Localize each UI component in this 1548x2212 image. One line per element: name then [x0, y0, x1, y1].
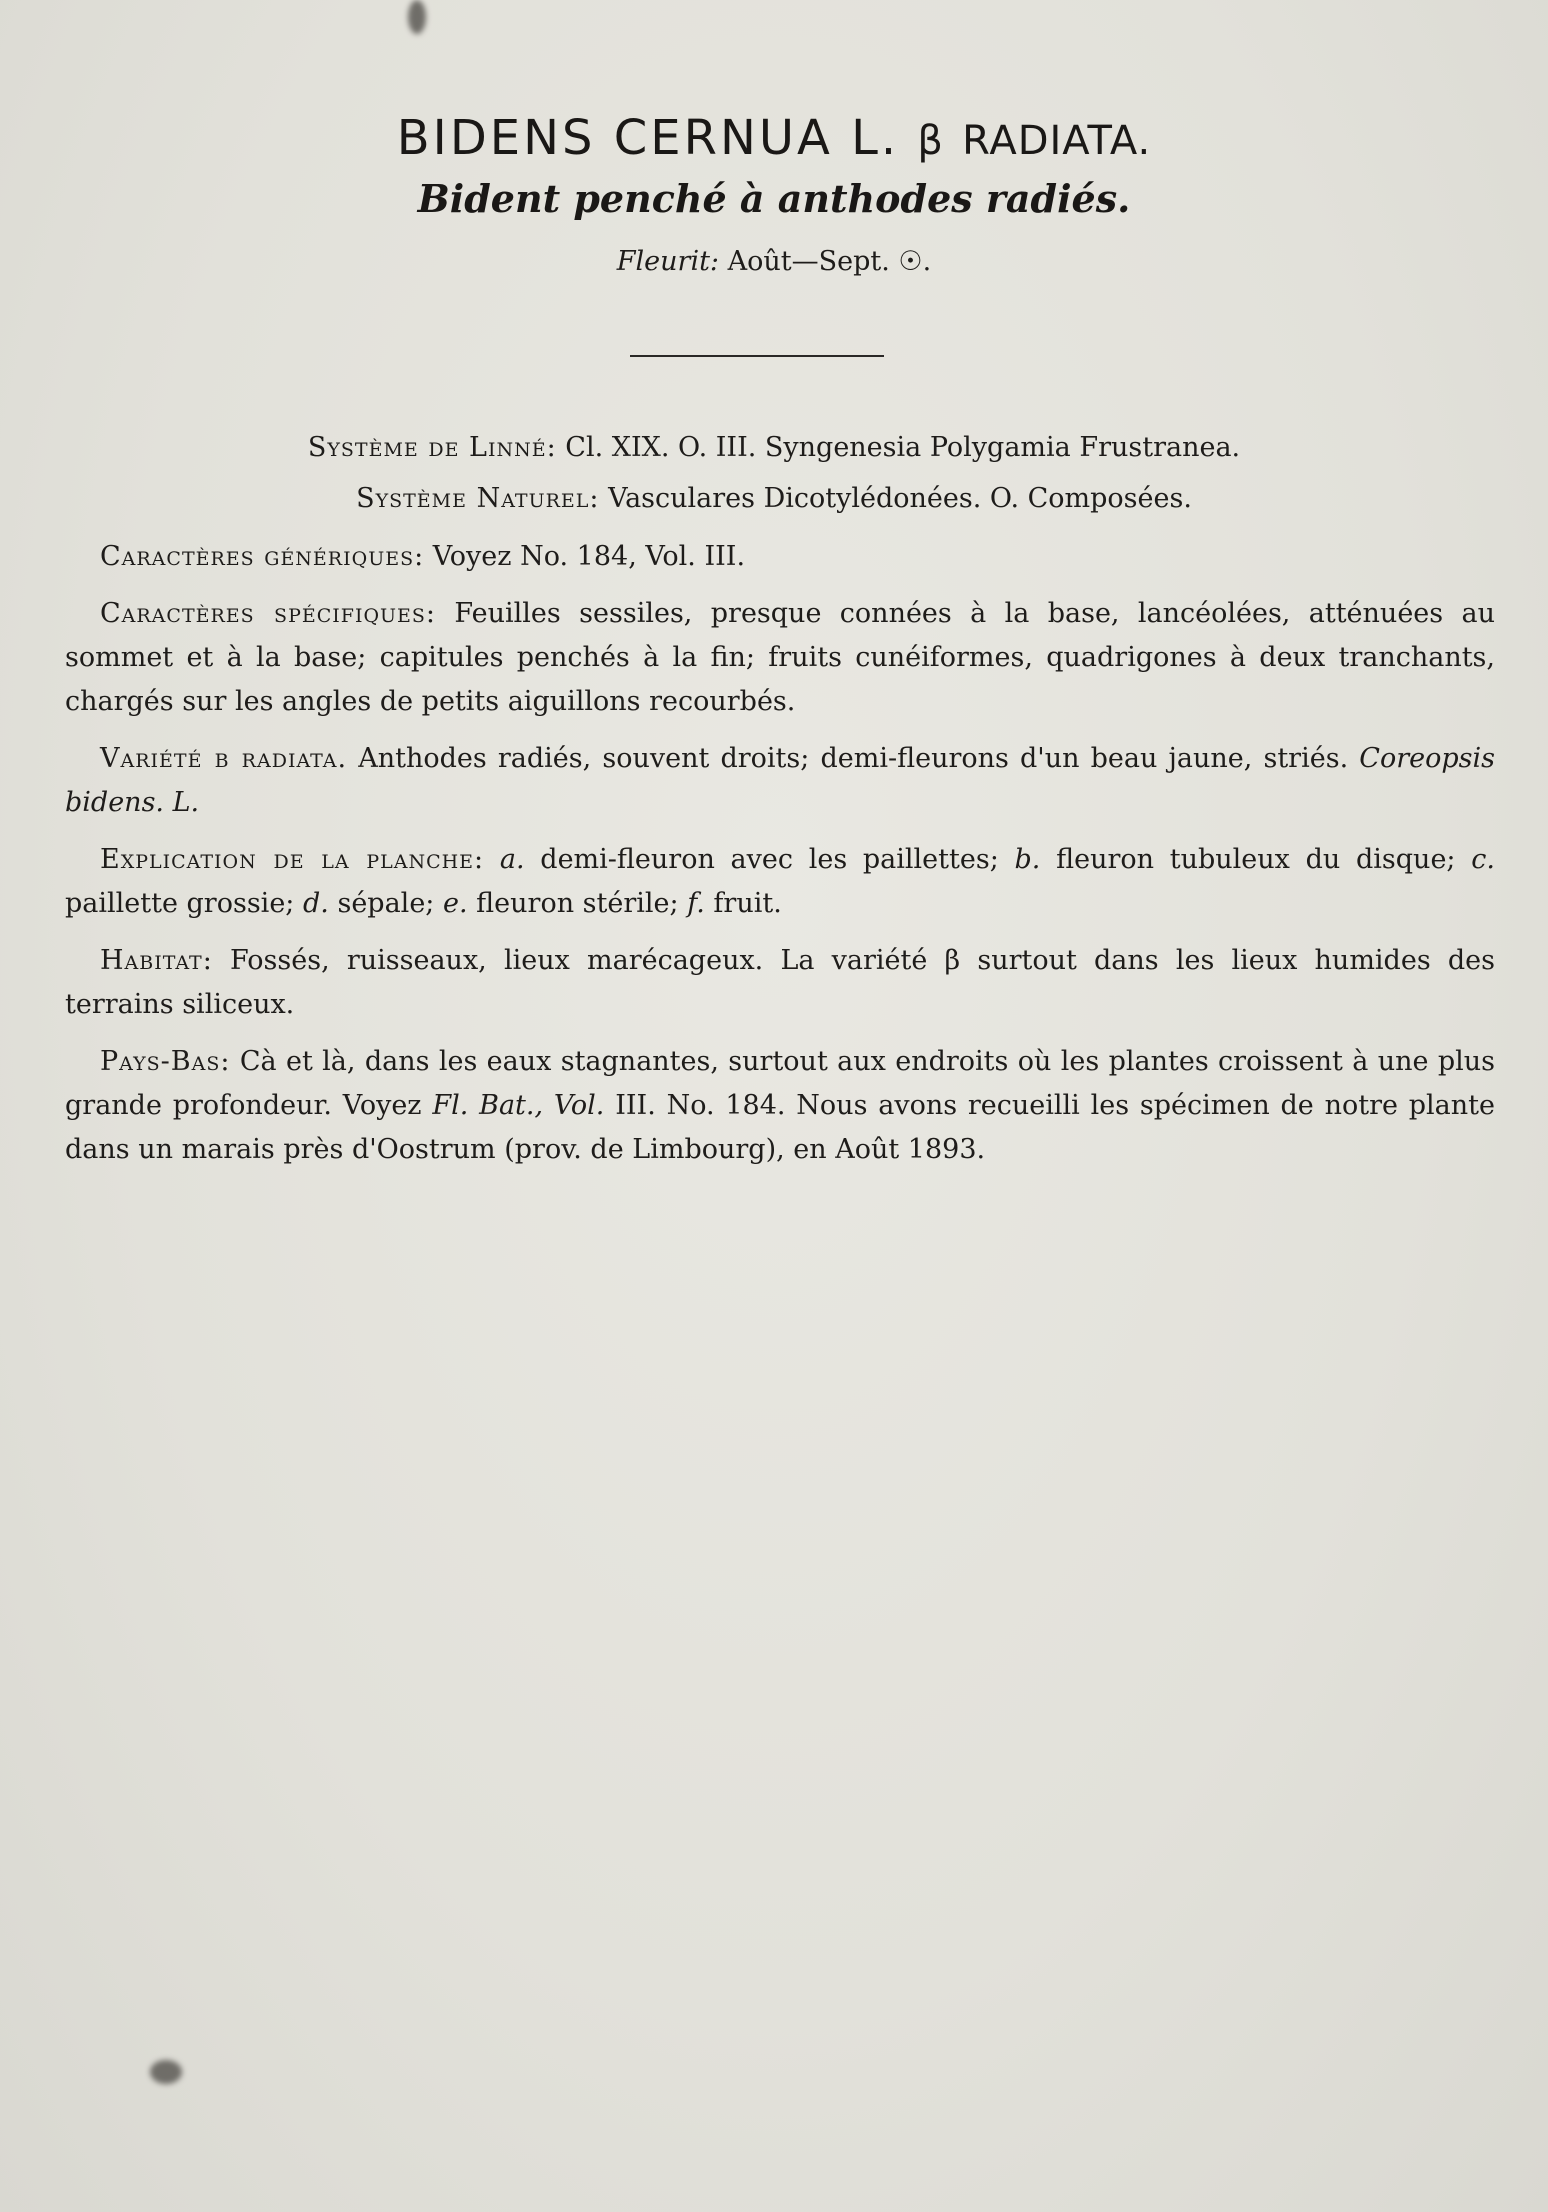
expl-f-text: fruit.: [713, 888, 782, 919]
specifiques-label: Caractères spécifiques:: [100, 598, 437, 629]
title-greek: β: [917, 118, 944, 164]
paysbas-label: Pays-Bas:: [100, 1046, 231, 1077]
ink-spot-bottom: [150, 2060, 182, 2084]
generiques-label: Caractères génériques:: [100, 541, 425, 572]
habitat-label: Habitat:: [100, 945, 213, 976]
expl-d-text: sépale;: [337, 888, 435, 919]
expl-f-letter: f.: [687, 888, 705, 919]
page-title: [0, 110, 1548, 166]
expl-c-text: paillette grossie;: [65, 888, 295, 919]
paragraph-generiques: [65, 535, 1495, 579]
paysbas-ref-1: Fl. Bat.,: [432, 1090, 544, 1121]
explication-label: Explication de la planche:: [100, 844, 485, 875]
page-subtitle: Bident penché à anthodes radiés.: [417, 176, 1131, 221]
naturel-value: Vasculares Dicotylédonées. O. Composées.: [608, 483, 1192, 514]
expl-a-text: demi-fleuron avec les paillettes;: [540, 844, 999, 875]
habitat-text: Fossés, ruisseaux, lieux marécageux. La variété β surtout dans les lieux humides des terrains siliceux.: [65, 945, 1495, 1020]
expl-d-letter: d.: [303, 888, 329, 919]
expl-c-letter: c.: [1471, 844, 1495, 875]
flowering-line: [0, 246, 1548, 277]
expl-b-letter: b.: [1014, 844, 1041, 875]
flowering-label: Fleurit:: [616, 246, 720, 277]
paysbas-ref-2: Vol.: [553, 1090, 605, 1121]
naturel-system-line: [0, 483, 1548, 514]
variete-text: Anthodes radiés, souvent droits; demi-fleurons d'un beau jaune, striés.: [358, 743, 1349, 774]
paysbas-text-2: III. No. 184. Nous avons recueilli les spécimen de notre plante dans un marais près d'Oostrum (prov. de Limbourg), en Août 1893.: [65, 1090, 1495, 1165]
linne-system-line: [0, 432, 1548, 463]
specifiques-text: Feuilles sessiles, presque connées à la base, lancéolées, atténuées au sommet et à la base; capitules penchés à la fin; fruits cunéiformes, quadrigones à deux tranchants, chargés sur les angles de petits aiguillons recourbés.: [65, 598, 1495, 717]
title-variety: RADIATA.: [962, 118, 1152, 164]
generiques-text: Voyez No. 184, Vol. III.: [432, 541, 746, 572]
ink-spot-top: [408, 0, 426, 34]
variete-label: Variété β radiata.: [100, 743, 348, 774]
naturel-label: Système Naturel:: [356, 483, 600, 514]
paragraph-paysbas: [65, 1040, 1495, 1172]
divider-rule: [630, 355, 884, 357]
expl-e-text: fleuron stérile;: [476, 888, 679, 919]
linne-label: Système de Linné:: [307, 432, 557, 463]
description-body: [65, 535, 1495, 1185]
linne-value: Cl. XIX. O. III. Syngenesia Polygamia Frustranea.: [565, 432, 1241, 463]
paragraph-specifiques: [65, 592, 1495, 724]
title-main: BIDENS CERNUA L.: [396, 110, 900, 166]
paragraph-explication: [65, 838, 1495, 926]
expl-e-letter: e.: [443, 888, 468, 919]
paragraph-variete: [65, 737, 1495, 825]
expl-b-text: fleuron tubuleux du disque;: [1056, 844, 1456, 875]
flowering-value: Août—Sept. ☉.: [727, 246, 932, 277]
expl-a-letter: a.: [499, 844, 525, 875]
variete-synonym: Coreopsis bidens. L.: [65, 743, 1495, 818]
paragraph-habitat: [65, 939, 1495, 1027]
paysbas-text-1: Cà et là, dans les eaux stagnantes, surtout aux endroits où les plantes croissent à une plus grande profondeur. Voyez: [65, 1046, 1495, 1121]
